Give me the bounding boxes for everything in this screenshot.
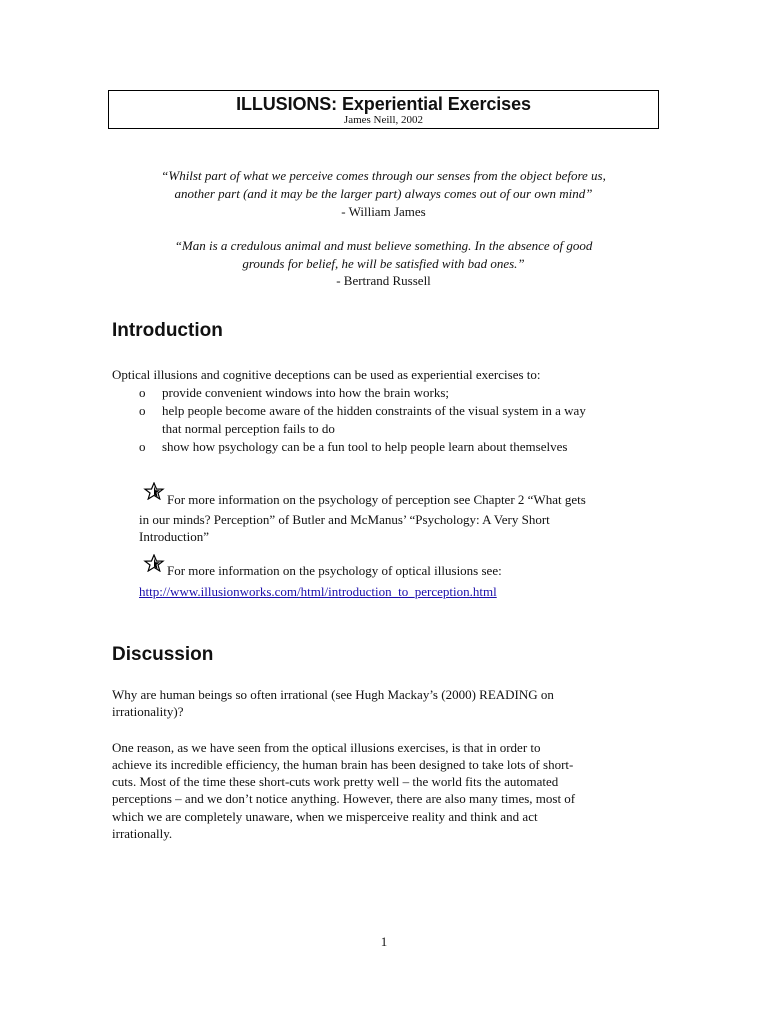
- discussion-para-1-line-2: irrationality)?: [112, 704, 184, 719]
- quote-1-line-2: another part (and it may be the larger part) always comes out of our own mind”: [174, 186, 593, 201]
- page-number: 1: [380, 934, 388, 949]
- introduction-heading: Introduction: [112, 320, 223, 341]
- quote-2-attribution: - Bertrand Russell: [336, 273, 431, 288]
- list-item-text: that normal perception fails to do: [162, 421, 335, 436]
- discussion-para-2-line-2: achieve its incredible efficiency, the human brain has been designed to take lots of short-: [112, 757, 574, 772]
- quote-2-line-1: “Man is a credulous animal and must believe something. In the absence of good: [174, 238, 593, 253]
- illusionworks-link[interactable]: http://www.illusionworks.com/html/introduction_to_perception.html: [139, 584, 497, 599]
- discussion-para-1-line-1: Why are human beings so often irrational (see Hugh Mackay’s (2000) READING on: [112, 687, 554, 702]
- discussion-heading: Discussion: [112, 644, 214, 665]
- list-item-text: provide convenient windows into how the brain works;: [162, 385, 450, 400]
- quote-1-line-1: “Whilst part of what we perceive comes through our senses from the object before us,: [161, 168, 606, 183]
- list-item-text: show how psychology can be a fun tool to help people learn about themselves: [162, 439, 568, 454]
- discussion-para-2-line-6: irrationally.: [112, 826, 173, 841]
- author-line: James Neill, 2002: [343, 114, 424, 126]
- note-1-line-2: in our minds? Perception” of Butler and McManus’ “Psychology: A Very Short: [139, 512, 550, 527]
- note-1-line-3: Introduction”: [139, 529, 210, 544]
- bullet-marker: o: [139, 385, 146, 400]
- bullet-marker: o: [139, 439, 146, 454]
- discussion-para-2-line-5: which we are completely unaware, when we misperceive reality and think and act: [112, 809, 538, 824]
- title-box: [108, 90, 659, 129]
- star-icon: [143, 554, 165, 574]
- discussion-para-2-line-4: perceptions – and we don’t notice anything. However, there are also many times, most of: [112, 791, 576, 806]
- note-2-link-container: [139, 583, 659, 600]
- discussion-para-2-line-3: cuts. Most of the time these short-cuts work pretty well – the world fits the automated: [112, 774, 559, 789]
- quote-2-line-2: grounds for belief, he will be satisfied with bad ones.”: [242, 256, 525, 271]
- note-2-line-1: For more information on the psychology of optical illusions see:: [167, 563, 502, 578]
- star-icon: [143, 482, 165, 502]
- quote-1-attribution: - William James: [341, 204, 426, 219]
- list-item-text: help people become aware of the hidden constraints of the visual system in a way: [162, 403, 586, 418]
- note-1-line-1: For more information on the psychology of perception see Chapter 2 “What gets: [167, 492, 586, 507]
- discussion-para-2-line-1: One reason, as we have seen from the optical illusions exercises, is that in order to: [112, 740, 541, 755]
- bullet-marker: o: [139, 403, 146, 418]
- document-title: ILLUSIONS: Experiential Exercises: [236, 94, 531, 114]
- introduction-lead: Optical illusions and cognitive deceptions can be used as experiential exercises to:: [112, 367, 541, 382]
